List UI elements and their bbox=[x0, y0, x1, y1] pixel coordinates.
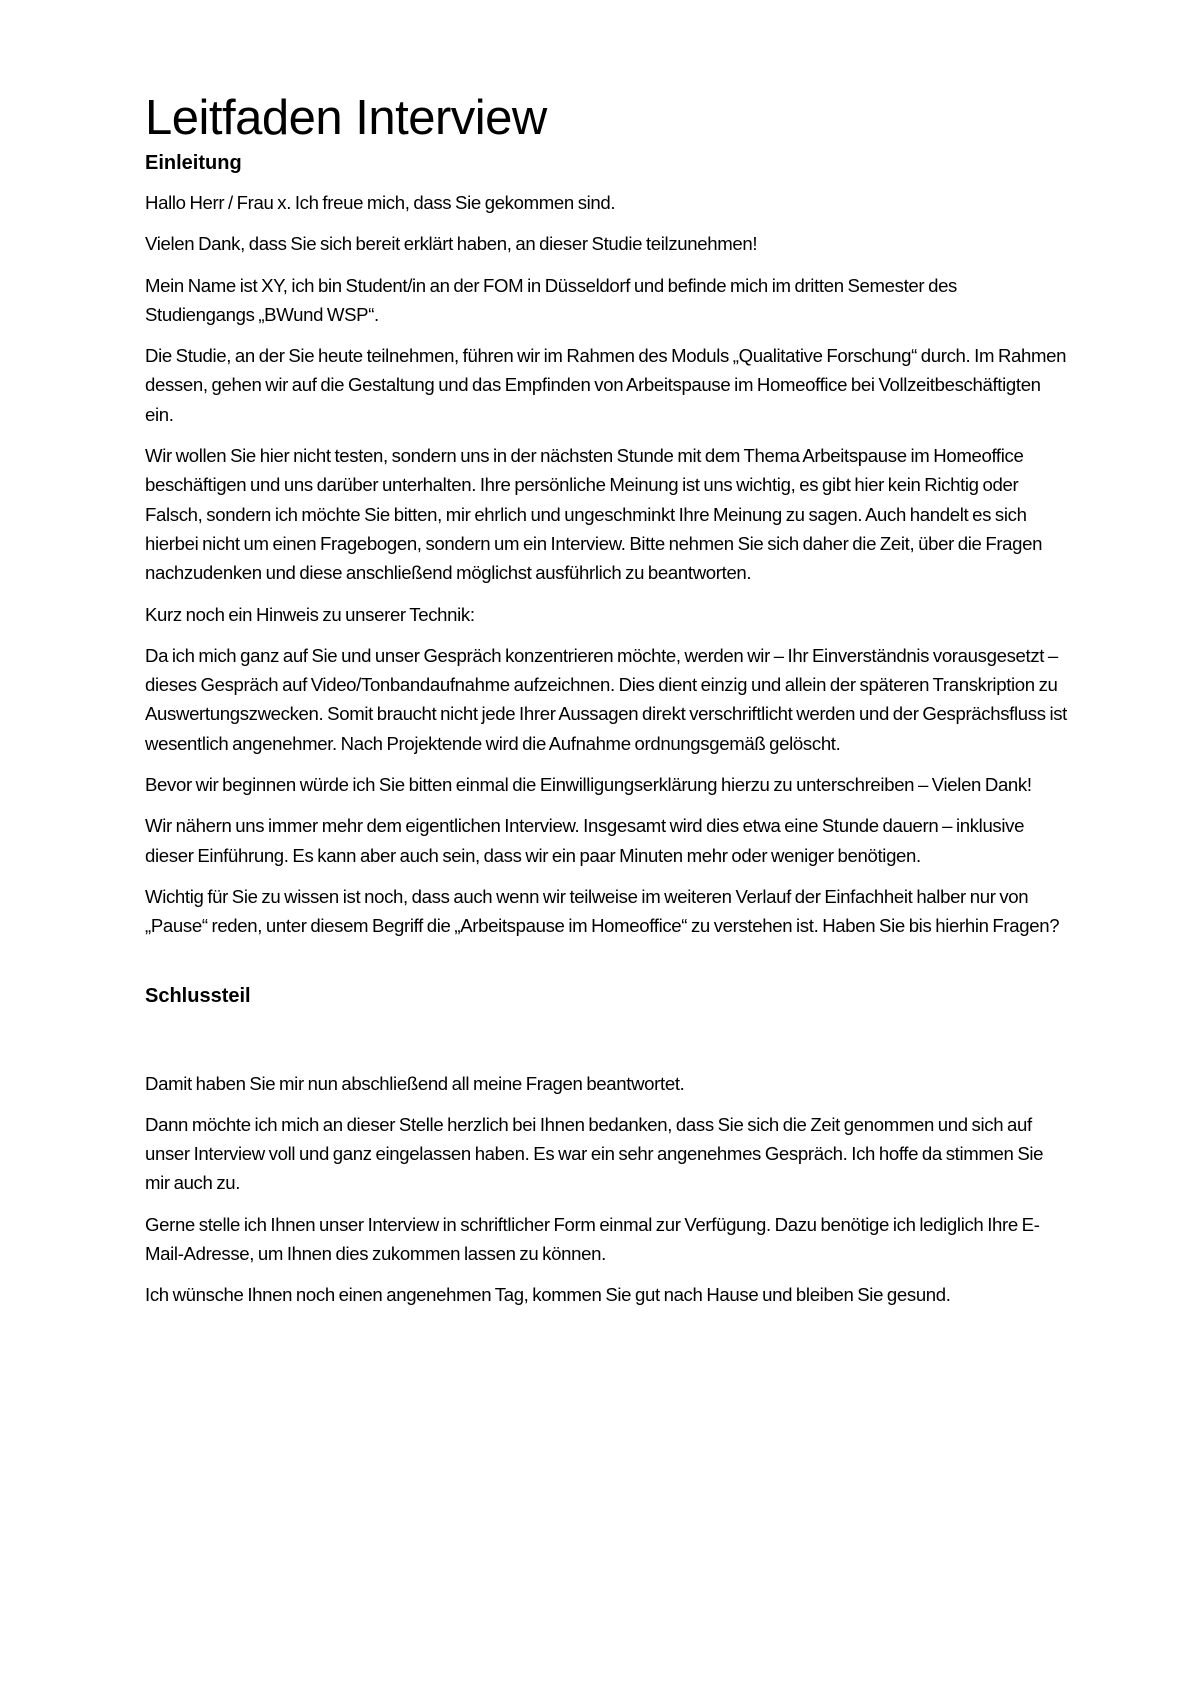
closing-paragraph: Dann möchte ich mich an dieser Stelle herzlich bei Ihnen bedanken, dass Sie sich die Zeit genommen und sich auf unser Interview voll und ganz eingelassen haben. Es war ein sehr angenehmes Gespräch. Ich hoffe da stimmen Sie mir auch zu. bbox=[145, 1113, 1044, 1194]
intro-paragraph: Kurz noch ein Hinweis zu unserer Technik: bbox=[145, 603, 475, 625]
intro-paragraph: Wir nähern uns immer mehr dem eigentlichen Interview. Insgesamt wird dies etwa eine Stunde dauern – inklusive dieser Einführung. Es kann aber auch sein, dass wir ein paar Minuten mehr oder weniger benötigen. bbox=[145, 815, 1025, 866]
document-page bbox=[145, 88, 1070, 1322]
intro-paragraph: Mein Name ist XY, ich bin Student/in an der FOM in Düsseldorf und befinde mich im dritten Semester des Studiengangs „BWund WSP“. bbox=[145, 274, 958, 325]
intro-paragraph: Vielen Dank, dass Sie sich bereit erklärt haben, an dieser Studie teilzunehmen! bbox=[145, 233, 758, 255]
intro-paragraph: Wichtig für Sie zu wissen ist noch, dass auch wenn wir teilweise im weiteren Verlauf der Einfachheit halber nur von „Pause“ reden, unter diesem Begriff die „Arbeitspause im Homeoffice“ zu verstehen ist. Haben Sie bis hierhin Fragen? bbox=[145, 885, 1060, 937]
intro-paragraph: Die Studie, an der Sie heute teilnehmen, führen wir im Rahmen des Moduls „Qualitative Forschung“ durch. Im Rahmen dessen, gehen wir auf die Gestaltung und das Empfinden von Arbeitspause im Homeoffice bei Vollzeitbeschäftigten ein. bbox=[145, 345, 1067, 425]
intro-paragraph: Wir wollen Sie hier nicht testen, sondern uns in der nächsten Stunde mit dem Thema Arbeitspause im Homeoffice beschäftigen und uns darüber unterhalten. Ihre persönliche Meinung ist uns wichtig, es gibt hier kein Richtig oder Falsch, sondern ich möchte Sie bitten, mir ehrlich und ungeschminkt Ihre Meinung zu sagen. Auch handelt es sich hierbei nicht um einen Fragebogen, sondern um ein Interview. Bitte nehmen Sie sich daher die Zeit, über die Fragen nachzudenken und diese anschließend möglichst ausführlich zu beantworten. bbox=[145, 445, 1043, 584]
intro-paragraph: Da ich mich ganz auf Sie und unser Gespräch konzentrieren möchte, werden wir – Ihr Einverständnis vorausgesetzt – dieses Gespräch auf Video/Tonbandaufnahme aufzeichnen. Dies dient einzig und allein der späteren Transkription zu Auswertungszwecken. Somit braucht nicht jede Ihrer Aussagen direkt verschriftlicht werden und der Gesprächsfluss ist wesentlich angenehmer. Nach Projektende wird die Aufnahme ordnungsgemäß gelöscht. bbox=[145, 644, 1068, 754]
section-heading-schlussteil: Schlussteil bbox=[145, 984, 251, 1007]
closing-paragraph: Gerne stelle ich Ihnen unser Interview in schriftlicher Form einmal zur Verfügung. Dazu benötige ich lediglich Ihre E-Mail-Adresse, um Ihnen dies zukommen lassen zu können. bbox=[145, 1213, 1040, 1265]
closing-paragraph: Damit haben Sie mir nun abschließend all meine Fragen beantwortet. bbox=[145, 1072, 685, 1094]
document-title: Leitfaden Interview bbox=[145, 91, 547, 145]
closing-paragraph: Ich wünsche Ihnen noch einen angenehmen Tag, kommen Sie gut nach Hause und bleiben Sie gesund. bbox=[145, 1284, 951, 1306]
intro-paragraph: Bevor wir beginnen würde ich Sie bitten einmal die Einwilligungserklärung hierzu zu unterschreiben – Vielen Dank! bbox=[145, 774, 1032, 796]
intro-paragraph: Hallo Herr / Frau x. Ich freue mich, dass Sie gekommen sind. bbox=[145, 192, 616, 213]
section-heading-einleitung: Einleitung bbox=[145, 152, 242, 174]
